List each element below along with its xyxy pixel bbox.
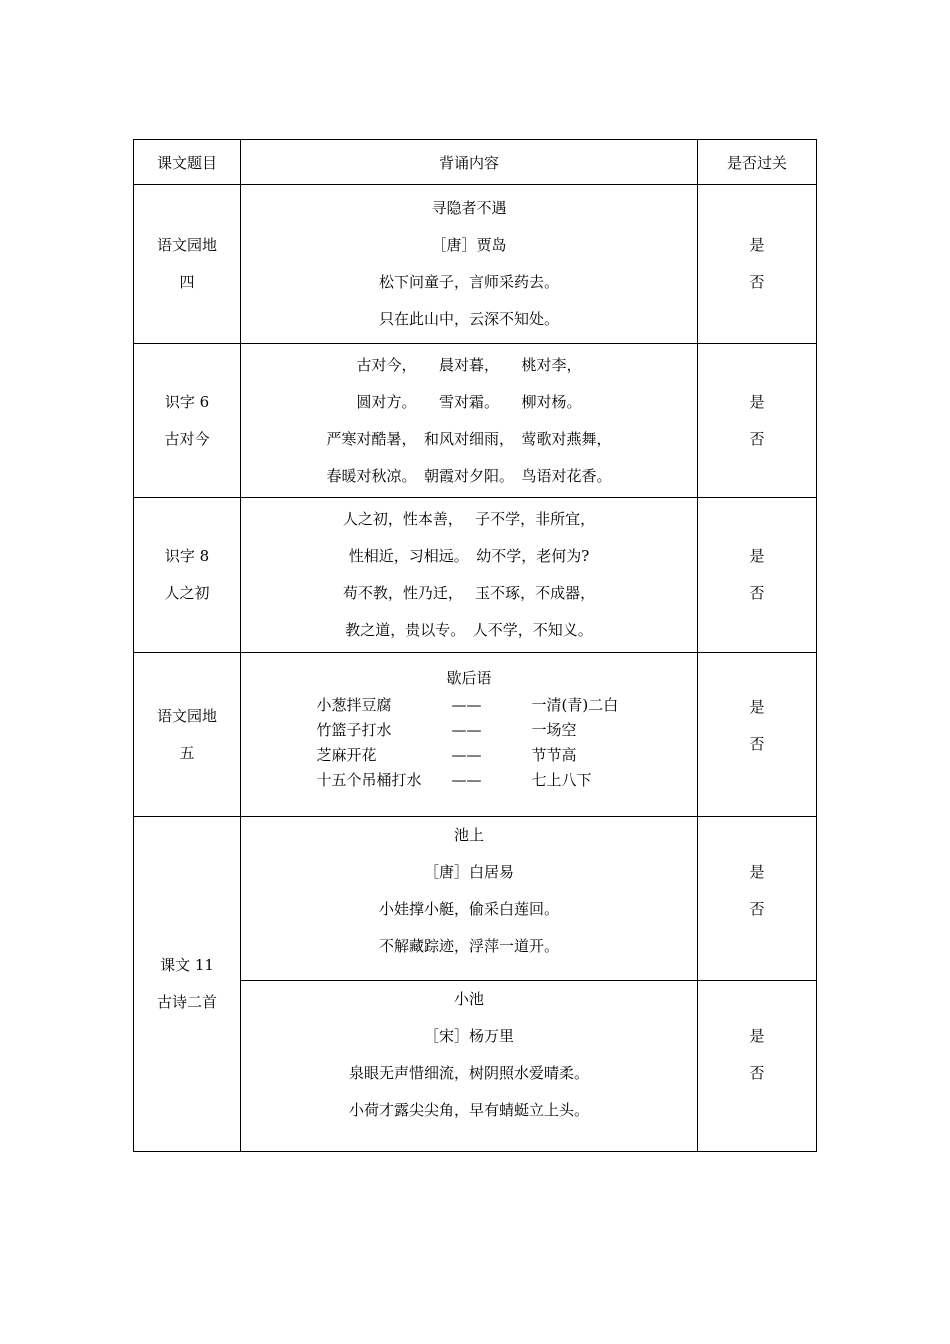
content-cell — [241, 344, 698, 498]
header-row — [134, 140, 817, 185]
poem-line: 小娃撑小艇，偷采白莲回。 — [378, 900, 559, 918]
poem-line: 松下问童子，言师采药去。 — [378, 273, 559, 291]
pass-cell — [698, 981, 817, 1152]
lesson-name: 识字 6 — [164, 392, 210, 411]
verse-line: 教之道，贵以专。 人不学，不知义。 — [345, 621, 593, 639]
saying-dash: —— — [451, 770, 482, 789]
pass-yes[interactable]: 是 — [749, 1027, 765, 1045]
lesson-name: 识字 8 — [164, 547, 210, 565]
saying-dash: —— — [451, 695, 482, 714]
content-cell — [241, 981, 698, 1152]
header-lesson: 课文题目 — [134, 140, 241, 185]
pass-yes[interactable]: 是 — [749, 547, 765, 565]
pass-no[interactable]: 否 — [749, 273, 765, 291]
content-cell — [241, 817, 698, 981]
verse-line: 苟不教，性乃迁， 玉不琢，不成器， — [342, 584, 596, 602]
saying-dash: —— — [451, 745, 482, 764]
lesson-sub: 古对今 — [164, 429, 210, 448]
sayings-list — [261, 693, 697, 811]
content-cell — [241, 498, 698, 653]
content-cell — [241, 653, 698, 817]
verse-line: 人之初，性本善， 子不学，非所宜， — [342, 510, 596, 528]
poem-title: 小池 — [453, 990, 484, 1008]
content-cell — [241, 185, 698, 344]
pass-no[interactable]: 否 — [749, 584, 765, 602]
lesson-name: 课文 11 — [160, 956, 214, 974]
lesson-sub: 人之初 — [164, 584, 210, 602]
poem-author: ［唐］贾岛 — [431, 236, 507, 254]
saying-dash: —— — [451, 720, 482, 739]
saying-second: 节节高 — [531, 745, 577, 764]
table-row — [134, 653, 817, 817]
table-row — [134, 185, 817, 344]
saying-second: 一清(青)二白 — [531, 695, 619, 714]
table-row — [134, 498, 817, 653]
pass-cell — [698, 498, 817, 653]
poem-line: 不解藏踪迹，浮萍一道开。 — [378, 937, 559, 955]
pass-no[interactable]: 否 — [749, 900, 765, 918]
pass-no[interactable]: 否 — [749, 429, 765, 448]
pass-cell — [698, 817, 817, 981]
pass-cell — [698, 344, 817, 498]
pass-cell — [698, 185, 817, 344]
lesson-name: 语文园地 — [156, 706, 217, 725]
verse-line: 古对今， 晨对暮， 桃对李， — [356, 355, 582, 374]
saying-first: 竹篮子打水 — [316, 720, 392, 739]
lesson-cell — [134, 653, 241, 817]
saying-first: 芝麻开花 — [316, 745, 377, 764]
poem-line: 只在此山中，云深不知处。 — [378, 310, 559, 328]
poem-line: 泉眼无声惜细流，树阴照水爱晴柔。 — [348, 1064, 589, 1082]
verse-line: 严寒对酷暑， 和风对细雨， 莺歌对燕舞， — [326, 429, 612, 448]
lesson-sub: 四 — [179, 273, 195, 291]
lesson-cell — [134, 344, 241, 498]
verse-line: 春暖对秋凉。 朝霞对夕阳。 鸟语对花香。 — [326, 466, 612, 485]
pass-no[interactable]: 否 — [749, 1064, 765, 1082]
saying-second: 一场空 — [531, 720, 577, 739]
pass-yes[interactable]: 是 — [749, 236, 765, 254]
lesson-cell — [134, 817, 241, 1152]
lesson-name: 语文园地 — [156, 236, 217, 254]
pass-cell — [698, 653, 817, 817]
header-content: 背诵内容 — [241, 140, 698, 185]
lesson-sub: 古诗二首 — [156, 993, 217, 1011]
verse-line: 性相近，习相远。 幼不学，老何为? — [348, 547, 590, 565]
pass-yes[interactable]: 是 — [749, 698, 765, 716]
verse-line: 圆对方。 雪对霜。 柳对杨。 — [356, 392, 582, 411]
saying-first: 小葱拌豆腐 — [316, 695, 392, 714]
pass-no[interactable]: 否 — [749, 735, 765, 753]
table-row — [134, 817, 817, 981]
saying-first: 十五个吊桶打水 — [316, 770, 422, 789]
pass-yes[interactable]: 是 — [749, 392, 765, 411]
saying-second: 七上八下 — [531, 770, 592, 789]
poem-title: 池上 — [453, 826, 484, 844]
header-pass: 是否过关 — [698, 140, 817, 185]
poem-author: ［唐］白居易 — [423, 863, 514, 881]
lesson-cell — [134, 498, 241, 653]
lesson-sub: 五 — [179, 743, 195, 762]
lesson-cell — [134, 185, 241, 344]
recitation-table — [133, 139, 817, 1152]
table-row — [134, 344, 817, 498]
pass-yes[interactable]: 是 — [749, 863, 765, 881]
poem-line: 小荷才露尖尖角，早有蜻蜓立上头。 — [348, 1101, 589, 1119]
poem-title: 寻隐者不遇 — [431, 199, 507, 217]
poem-author: ［宋］杨万里 — [423, 1027, 514, 1045]
sayings-title: 歇后语 — [446, 668, 492, 687]
